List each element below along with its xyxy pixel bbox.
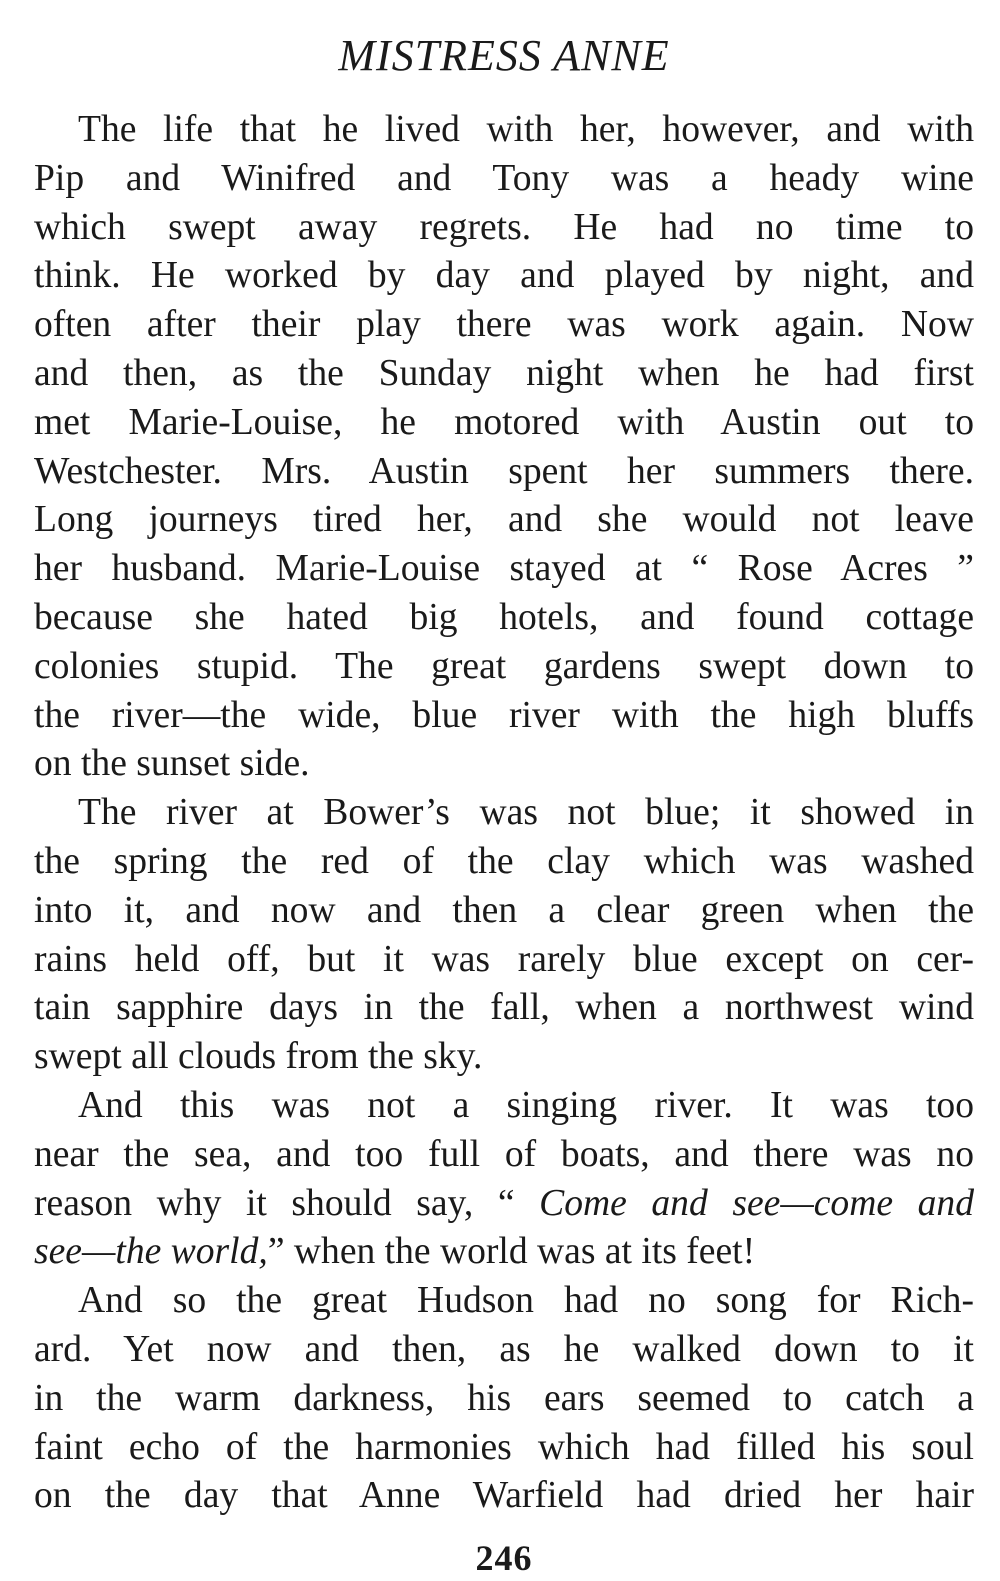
text-line: The life that he lived with her, however, and with xyxy=(78,109,974,150)
text-line: Long journeys tired her, and she would not leave xyxy=(34,499,974,541)
text-segment: ” when the world was at its feet! xyxy=(267,1231,756,1273)
paragraph xyxy=(34,789,974,1082)
text-line: near the sea, and too full of boats, and there was no xyxy=(34,1133,974,1175)
text-line: think. He worked by day and played by night, and xyxy=(34,255,974,297)
text-line: And so the great Hudson had no song for Rich- xyxy=(78,1280,974,1322)
text-line: often after their play there was work again. Now xyxy=(34,304,974,346)
page-number: 246 xyxy=(475,1538,533,1578)
body-text xyxy=(34,106,974,1521)
text-line: faint echo of the harmonies which had filled his soul xyxy=(34,1426,974,1468)
paragraph xyxy=(34,1277,974,1521)
text-line: which swept away regrets. He had no time to xyxy=(34,206,974,248)
text-line: rains held off, but it was rarely blue except on cer- xyxy=(34,938,974,980)
text-line: The river at Bower’s was not blue; it showed in xyxy=(78,792,974,834)
text-line: in the warm darkness, his ears seemed to catch a xyxy=(34,1377,974,1419)
text-line: met Marie-Louise, he motored with Austin out to xyxy=(34,401,974,443)
text-line: and then, as the Sunday night when he had first xyxy=(34,352,974,394)
paragraph xyxy=(34,106,974,789)
text-line: colonies stupid. The great gardens swept down to xyxy=(34,645,974,687)
book-page xyxy=(34,26,974,1578)
text-line: her husband. Marie-Louise stayed at “ Rose Acres ” xyxy=(34,548,974,590)
paragraph xyxy=(34,1082,974,1277)
text-line: on the day that Anne Warfield had dried her hair xyxy=(34,1475,974,1517)
text-line: swept all clouds from the sky. xyxy=(34,1036,483,1078)
text-line xyxy=(34,1180,974,1229)
text-line: Pip and Winifred and Tony was a heady wine xyxy=(34,157,974,199)
text-line: because she hated big hotels, and found cottage xyxy=(34,596,974,638)
text-line: ard. Yet now and then, as he walked down to it xyxy=(34,1328,974,1370)
quoted-italic-text: Come and see—come and xyxy=(539,1182,974,1224)
text-line: Westchester. Mrs. Austin spent her summers there. xyxy=(34,450,974,492)
text-line: tain sapphire days in the fall, when a northwest wind xyxy=(34,987,974,1029)
text-line: into it, and now and then a clear green when the xyxy=(34,889,974,931)
text-line: the spring the red of the clay which was washed xyxy=(34,840,974,882)
text-segment: reason why it should say, “ xyxy=(34,1182,540,1224)
text-line xyxy=(34,1228,974,1277)
text-line: on the sunset side. xyxy=(34,743,310,785)
text-line: And this was not a singing river. It was too xyxy=(78,1084,974,1126)
running-head: MISTRESS ANNE xyxy=(338,31,670,80)
quoted-italic-text: see—the world, xyxy=(34,1231,268,1273)
text-line: the river—the wide, blue river with the high bluffs xyxy=(34,694,974,736)
